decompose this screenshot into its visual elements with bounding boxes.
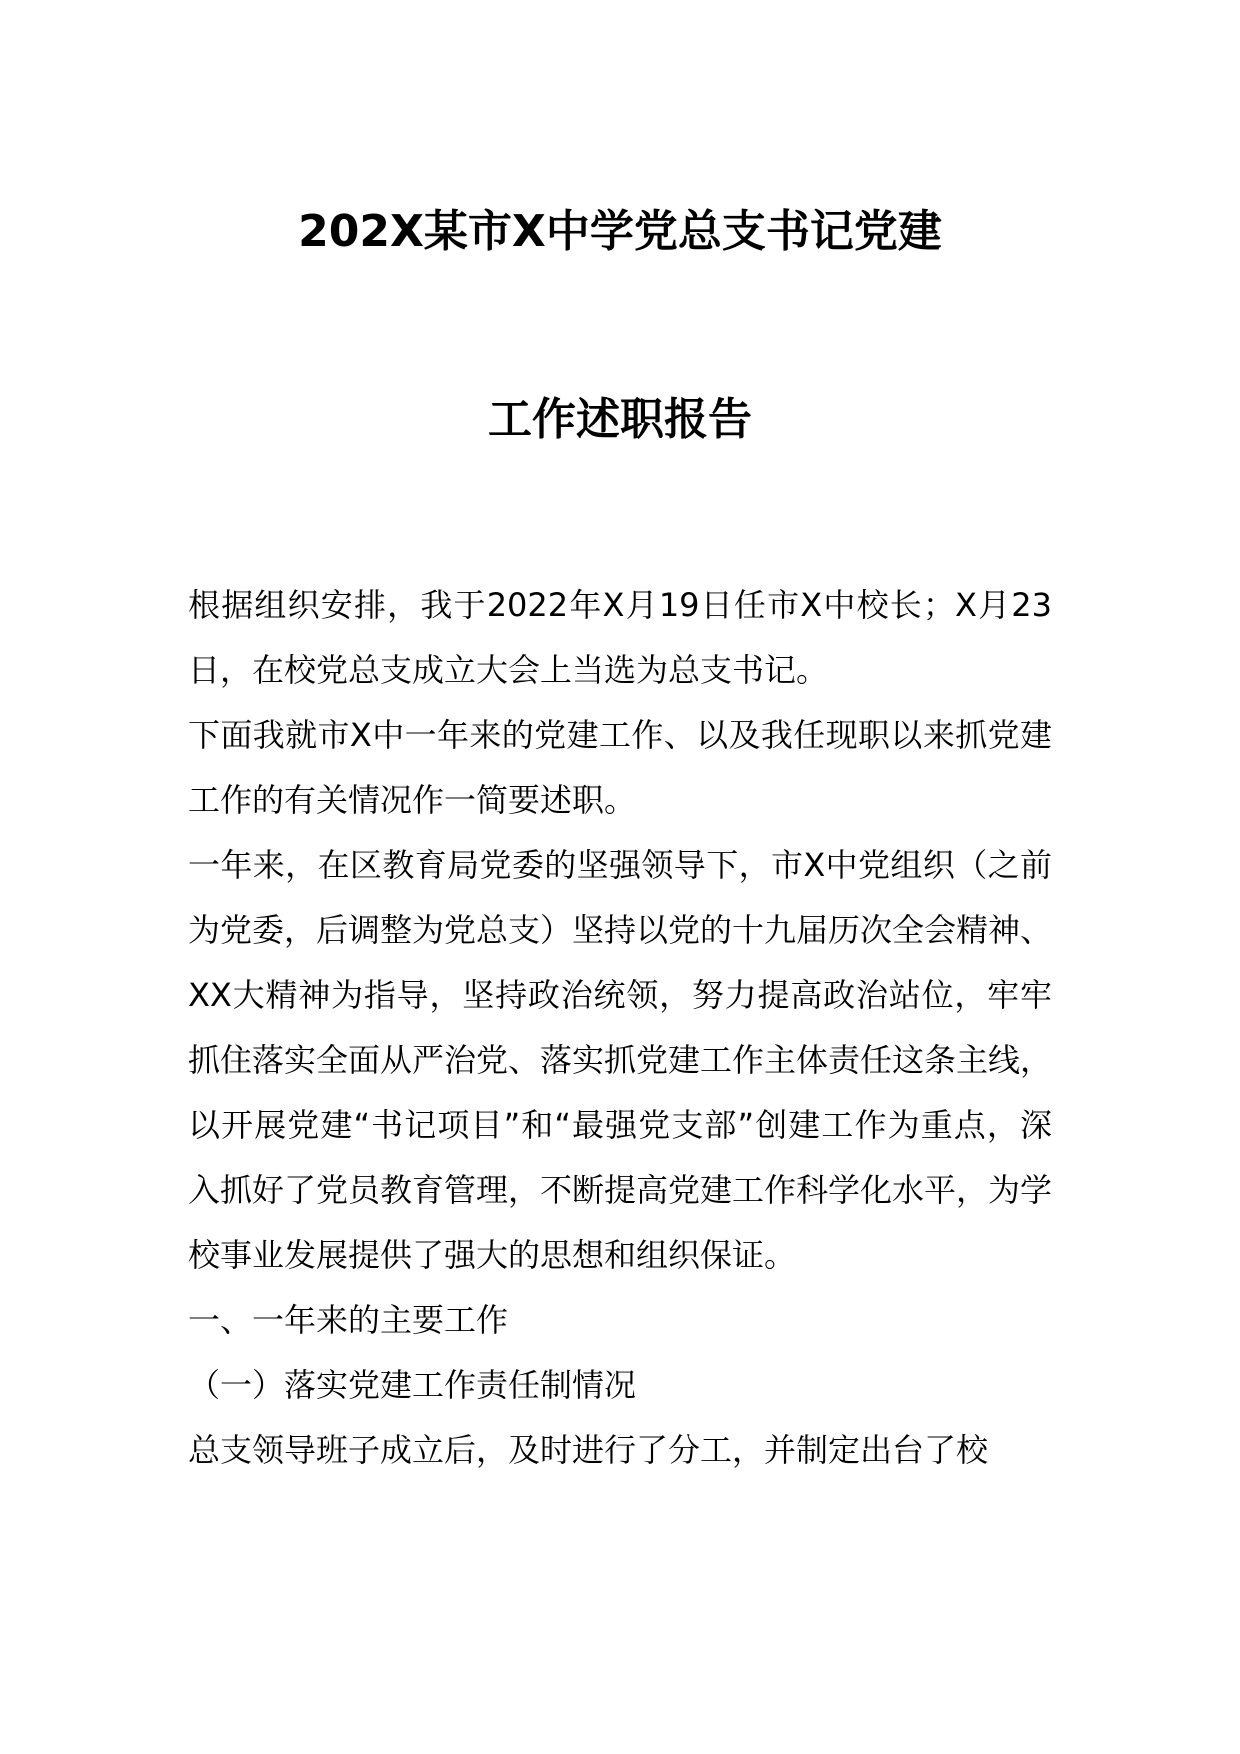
paragraph-appointment: 根据组织安排，我于2022年X月19日任市X中校长；X月23日，在校党总支成立大会上当选为总支书记。: [188, 586, 1052, 689]
document-title-line-1: 202X某市X中学党总支书记党建: [298, 206, 942, 257]
paragraph-responsibility: 总支领导班子成立后，及时进行了分工，并制定出台了校: [188, 1431, 989, 1469]
paragraph-intro: 下面我就市X中一年来的党建工作、以及我任现职以来抓党建工作的有关情况作一简要述职。: [188, 716, 1052, 819]
document-body: [188, 573, 1052, 1483]
section-heading: 一、一年来的主要工作: [188, 1301, 509, 1339]
paragraph-summary: 一年来，在区教育局党委的坚强领导下，市X中党组织（之前为党委，后调整为党总支）坚持以党的十九届历次全会精神、XX大精神为指导，坚持政治统领，努力提高政治站位，牢牢抓住落实全面从严治党、落实抓党建工作主体责任这条主线，以开展党建“书记项目”和“最强党支部”创建工作为重点，深入抓好了党员教育管理，不断提高党建工作科学化水平，为学校事业发展提供了强大的思想和组织保证。: [188, 846, 1053, 1274]
subsection-heading: （一）落实党建工作责任制情况: [188, 1366, 637, 1404]
document-title-line-2: 工作述职报告: [488, 394, 752, 445]
